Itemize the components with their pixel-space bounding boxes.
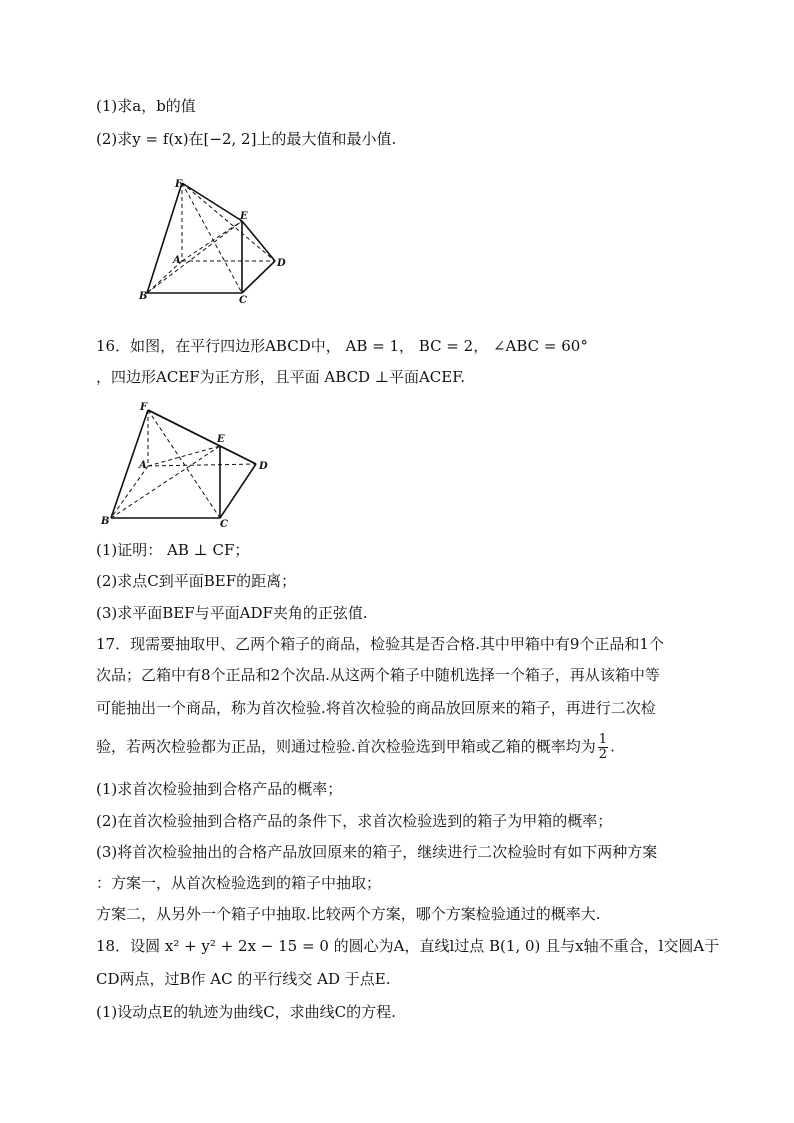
- p17-line1: 17．现需要抽取甲、乙两个箱子的商品，检验其是否合格.其中甲箱中有9个正品和1个: [96, 635, 664, 653]
- prev-part2: (2)求y = f(x)在[−2, 2]上的最大值和最小值.: [96, 130, 397, 148]
- label-D: D: [259, 461, 268, 472]
- p17-line3: 可能抽出一个商品，称为首次检验.将首次检验的商品放回原来的箱子，再进行二次检: [96, 699, 656, 717]
- prev-part1: (1)求a，b的值: [96, 97, 196, 115]
- p16-q2: (2)求点C到平面BEF的距离；: [96, 572, 297, 590]
- p17-line4-row: [96, 733, 615, 762]
- label-E: E: [240, 211, 248, 222]
- fraction-one-half: [598, 733, 608, 762]
- p17-line4-end: .: [610, 737, 615, 756]
- p16-q3: (3)求平面BEF与平面ADF夹角的正弦值.: [96, 604, 368, 622]
- label-D: D: [277, 258, 286, 269]
- p17-q3c: 方案二，从另外一个箱子中抽取.比较两个方案，哪个方案检验通过的概率大.: [96, 905, 601, 923]
- label-F: F: [175, 179, 183, 190]
- p17-q2: (2)在首次检验抽到合格产品的条件下，求首次检验选到的箱子为甲箱的概率；: [96, 812, 613, 830]
- label-B: B: [139, 291, 148, 302]
- fraction-numerator: 1: [598, 732, 608, 747]
- p18-line2: CD两点，过B作 AC 的平行线交 AD 于点E.: [96, 970, 391, 988]
- p16-q1: (1)证明： AB ⊥ CF；: [96, 541, 250, 559]
- p17-line2: 次品；乙箱中有8个正品和2个次品.从这两个箱子中随机选择一个箱子，再从该箱中等: [96, 666, 660, 684]
- p16-line2: ，四边形ACEF为正方形，且平面 ABCD ⊥平面ACEF.: [96, 368, 466, 386]
- p17-q1: (1)求首次检验抽到合格产品的概率；: [96, 780, 343, 798]
- label-F: F: [140, 402, 148, 413]
- label-A: A: [139, 460, 147, 471]
- p17-line4: 验，若两次检验都为正品，则通过检验.首次检验选到甲箱或乙箱的概率均为: [96, 737, 596, 756]
- p18-line1: 18．设圆 x² + y² + 2x − 15 = 0 的圆心为A，直线l过点 B(1, 0) 且与x轴不重合，l交圆A于: [96, 937, 720, 955]
- fraction-denominator: 2: [598, 747, 608, 762]
- label-B: B: [101, 516, 110, 527]
- label-E: E: [217, 434, 225, 445]
- p17-q3a: (3)将首次检验抽出的合格产品放回原来的箱子，继续进行二次检验时有如下两种方案: [96, 843, 658, 861]
- p17-q3b: ：方案一，从首次检验选到的箱子中抽取；: [96, 874, 382, 892]
- p16-line1: 16．如图，在平行四边形ABCD中， AB = 1， BC = 2， ∠ABC = 60°: [96, 337, 588, 355]
- figure-1: [135, 175, 290, 305]
- label-A: A: [173, 255, 181, 266]
- p18-q1: (1)设动点E的轨迹为曲线C，求曲线C的方程.: [96, 1003, 396, 1021]
- label-C: C: [239, 295, 247, 305]
- label-C: C: [220, 519, 228, 530]
- figure-2: [96, 400, 276, 530]
